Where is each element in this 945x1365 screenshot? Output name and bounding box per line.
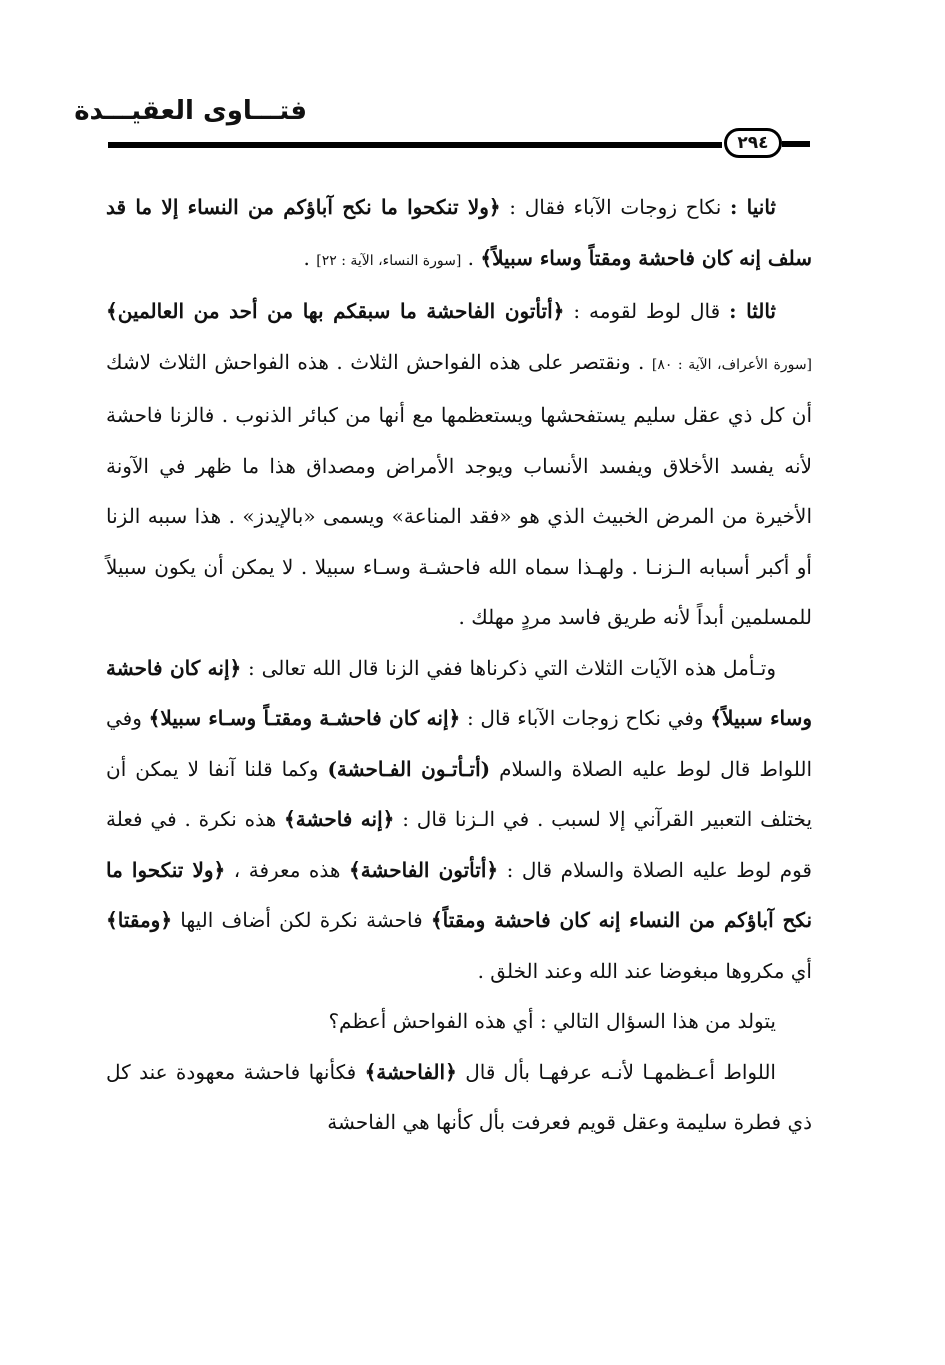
quran-quote: ﴿ولا تنكحوا ما نكح آباؤكم من النساء إنه كان فاحشة ومقتاً﴾ (106, 857, 813, 932)
body-text: . (303, 245, 317, 270)
quran-quote: ﴿الفاحشة﴾ (364, 1059, 457, 1084)
paragraph-reflection (106, 643, 812, 997)
body-text: نكاح زوجات الآباء فقال : (500, 195, 730, 219)
header-rule-tail (782, 141, 810, 147)
paragraph-answer (106, 1047, 812, 1148)
verse-reference: [سورة النساء، الآية : ٢٢] (316, 252, 462, 269)
header-rule (108, 142, 722, 148)
body-text: اللواط أعـظمهـا لأنـه عرفهـا بأل قال (456, 1059, 776, 1084)
body-text: وكما قلنا آنفا لا يمكن أن يختلف التعبير القرآني إلا لسبب . في الـزنا قال : (106, 756, 813, 831)
paragraph-second-point (106, 182, 812, 286)
point-label: ثانيا : (729, 195, 776, 219)
body-text: يتولد من هذا السؤال التالي : أي هذه الفواحش أعظم؟ (328, 1009, 776, 1033)
quran-quote: ﴿أتأتون الفاحشة ما سبقكم بها من أحد من العالمين﴾ (106, 299, 565, 323)
body-text: . ونقتصر على هذه الفواحش الثلاث . هذه الفواحش الثلاث لاشك أن كل ذي عقل سليم يستفحشها ويستعظمها مع أنها من كبائر الذنوب . فالزنا فاحشة لأنه يفسد الأخلاق ويفسد الأنساب ويوجد الأمراض ومصداق هذا ما ظهر في الآونة الأخيرة من المرض الخبيث الذي هو «فقد المناعة» ويسمى «بالإيدز» . هذا سببه الزنا أو أكبر أسبابه الـزنـا . ولهـذا سماه الله فاحشـة وسـاء سبيلا . لا يمكن أن يكون سبيلاً للمسلمين أبداً لأنه طريق فاسد مردٍ مهلك . (106, 349, 812, 629)
running-header-title: فتـــاوى العقيـــدة (74, 96, 307, 126)
paragraph-third-point (106, 286, 812, 643)
body-text: فكأنها فاحشة معهودة عند كل ذي فطرة سليمة وعقل قويم فعرفت بأل كأنها هي الفاحشة (106, 1059, 812, 1134)
body-text: وفي اللواط قال لوط عليه الصلاة والسلام (106, 706, 812, 781)
quran-quote: ﴿إنه كان فاحشـة ومقتـاً وسـاء سبيلا﴾ (148, 706, 461, 730)
paragraph-question (106, 996, 812, 1047)
body-text: هذه نكرة . في فعلة قوم لوط عليه الصلاة والسلام قال : (106, 807, 812, 882)
verse-reference: [سورة الأعراف، الآية : ٨٠] (651, 356, 813, 373)
quran-quote: (أتـأتـون الفـاحشة) (327, 756, 491, 781)
quran-quote: ﴿ولا تنكحوا ما نكح آباؤكم من النساء إلا ما قد سلف إنه كان فاحشة ومقتاً وساء سبيلاً﴾ (106, 195, 812, 270)
body-text: . (461, 245, 481, 270)
page-number-badge: ٢٩٤ (724, 128, 782, 158)
quran-quote: ﴿إنه كان فاحشة وساء سبيلاً﴾ (106, 655, 813, 730)
body-text: وفي نكاح زوجات الآباء قال : (460, 706, 711, 730)
point-label: ثالثا : (729, 299, 776, 323)
body-text: هذه معرفة ، (225, 857, 349, 882)
quran-quote: ﴿ومقتا﴾ (106, 908, 173, 932)
body-text: أي مكروها مبغوضا عند الله وعند الخلق . (477, 958, 812, 983)
page-body (106, 182, 812, 1148)
quran-quote: ﴿أتأتون الفاحشة﴾ (348, 857, 499, 882)
body-text: فاحشة نكرة لكن أضاف اليها (172, 908, 431, 932)
body-text: قال لوط لقومه : (564, 299, 730, 323)
quran-quote: ﴿إنه فاحشة﴾ (284, 807, 395, 831)
body-text: وتـأمل هذه الآيات الثلاث التي ذكرناها ففي الزنا قال الله تعالى : (241, 655, 776, 680)
